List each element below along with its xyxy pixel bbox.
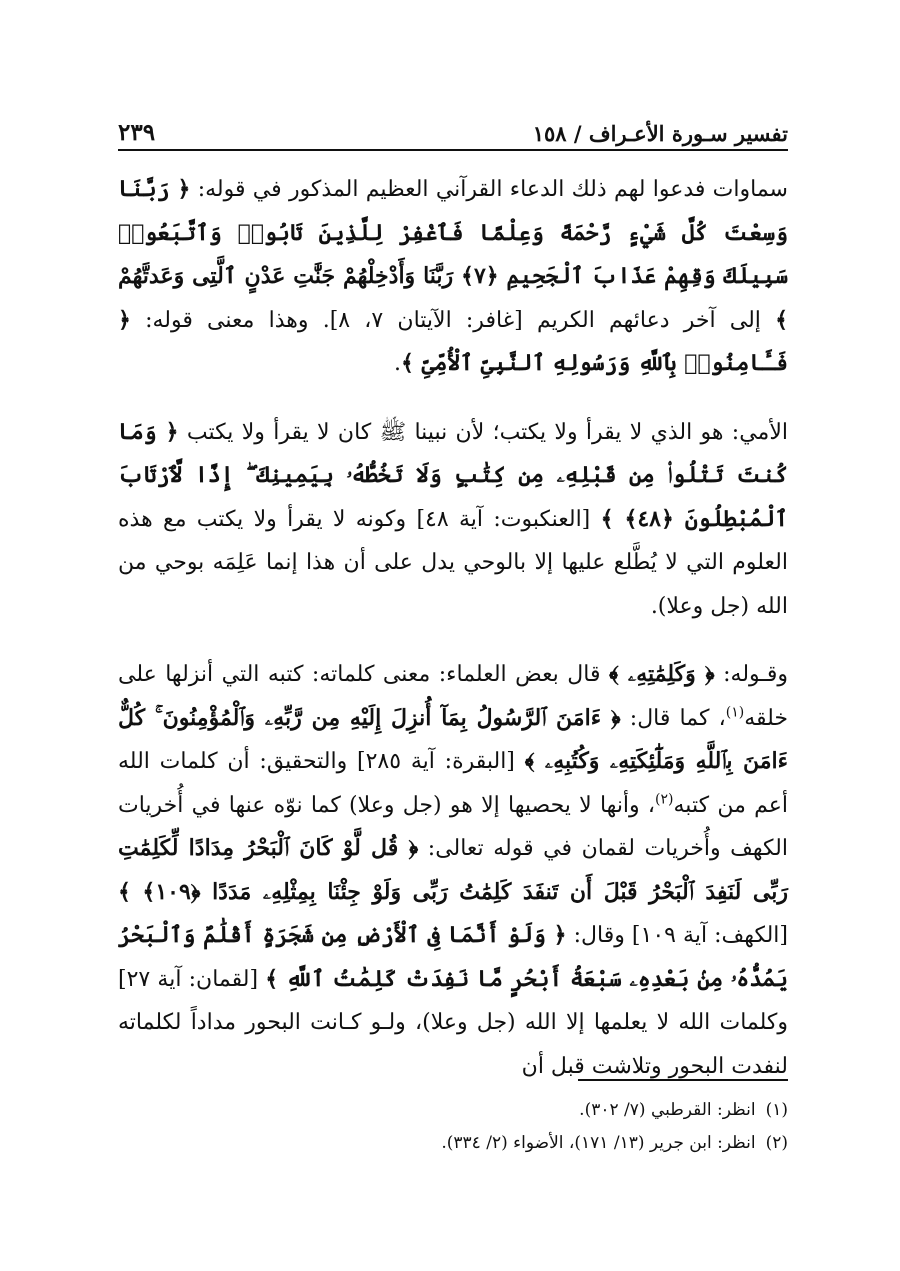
quran-verse: ﴿ فَـَٔامِنُوا۟ بِٱللَّهِ وَرَسُولِهِ ٱلنَّبِىِّ ٱلْأُمِّىِّ ﴾	[118, 306, 788, 376]
footnote-divider	[578, 1079, 788, 1081]
quran-verse: ﴿ قُل لَّوْ كَانَ ٱلْبَحْرُ مِدَادًا لِّكَلِمَٰتِ رَبِّى لَنَفِدَ ٱلْبَحْرُ قَبْلَ أَن تَنفَدَ كَلِمَٰتُ رَبِّى وَلَوْ جِئْنَا بِمِثْلِهِۦ مَدَدًا ﴿١٠٩﴾ ﴾	[118, 835, 788, 905]
quran-verse: ﴿ ءَامَنَ ٱلرَّسُولُ بِمَآ أُنزِلَ إِلَيْهِ مِن رَّبِّهِۦ وَٱلْمُؤْمِنُونَ ۚ كُلٌّ ءَامَنَ بِٱللَّهِ وَمَلَٰٓئِكَتِهِۦ وَكُتُبِهِۦ ﴾	[118, 704, 788, 774]
footnote	[118, 1094, 788, 1127]
text-run: الأمي: هو الذي لا يقرأ ولا يكتب؛ لأن نبينا ﷺ كان لا يقرأ ولا يكتب	[178, 419, 788, 445]
footnote-text: انظر: القرطبي (٧/ ٣٠٢).	[579, 1100, 756, 1120]
header-divider	[118, 149, 788, 151]
text-run: [العنكبوت: آية ٤٨] وكونه لا يقرأ ولا يكتب مع هذه العلوم التي لا يُطَّلع عليها إلا بالوحي يدل على أن هذا إنما عَلِمَه بوحي من الله (جل وعلا).	[118, 506, 788, 619]
page-number: ٢٣٩	[118, 119, 156, 146]
quran-verse: ﴿ وَكَلِمَٰتِهِۦ ﴾	[608, 661, 715, 687]
footnote-reference: (٢)	[655, 791, 674, 808]
body-text	[118, 168, 788, 1088]
quran-verse: ﴿ وَلَوْ أَنَّمَا فِى ٱلْأَرْضِ مِن شَجَرَةٍ أَقْلَٰمٌ وَٱلْبَحْرُ يَمُدُّهُۥ مِنۢ بَعْدِهِۦ سَبْعَةُ أَبْحُرٍ مَّا نَفِدَتْ كَلِمَٰتُ ٱللَّهِ ﴾	[118, 922, 788, 992]
footnotes	[118, 1094, 788, 1160]
text-run: [لقمان: آية ٢٧] وكلمات الله لا يعلمها إلا الله (جل وعلا)، ولـو كـانت البحور مداداً لكلماته لنفدت البحور وتلاشت قبل أن	[118, 966, 788, 1079]
book-page	[118, 0, 788, 1271]
text-run: .	[394, 351, 402, 376]
running-header	[118, 112, 788, 146]
text-run: ، كما قال:	[620, 705, 726, 731]
text-run: [البقرة: آية ٢٨٥] والتحقيق: أن كلمات الله أعم من كتبه	[118, 749, 788, 818]
paragraph	[118, 653, 788, 1088]
footnote-text: انظر: ابن جرير (١٣/ ١٧١)، الأضواء (٢/ ٣٣٤).	[441, 1133, 756, 1153]
paragraph	[118, 411, 788, 629]
quran-verse: ﴿ وَمَا كُنتَ تَتْلُوا۟ مِن قَبْلِهِۦ مِن كِتَٰبٍ وَلَا تَخُطُّهُۥ بِيَمِينِكَ ۖ إِذًا لَّٱرْتَابَ ٱلْمُبْطِلُونَ ﴿٤٨﴾ ﴾	[118, 418, 788, 532]
footnote-number: (٢)	[765, 1133, 788, 1153]
text-run: وقـوله:	[714, 662, 788, 687]
footnote-number: (١)	[765, 1100, 788, 1120]
running-title: تفسير سـورة الأعـراف / ١٥٨	[532, 121, 788, 146]
paragraph	[118, 168, 788, 386]
text-run: سماوات فدعوا لهم ذلك الدعاء القرآني العظيم المذكور في قوله:	[190, 177, 788, 202]
text-run: إلى آخر دعائهم الكريم [غافر: الآيتان ٧، ٨]. وهذا معنى قوله:	[130, 307, 776, 333]
text-run: ، وأنها لا يحصيها إلا هو (جل وعلا) كما نوّه عنها في أُخريات الكهف وأُخريات لقمان في قوله تعالى:	[118, 792, 789, 861]
footnote	[118, 1127, 788, 1160]
text-run: [الكهف: آية ١٠٩] وقال:	[566, 923, 788, 948]
text-run: قال بعض العلماء: معنى كلماته: كتبه التي أنزلها على خلقه	[118, 662, 788, 731]
quran-verse: ﴿ رَبَّنَا وَسِعْتَ كُلَّ شَيْءٍ رَّحْمَةً وَعِلْمًا فَٱغْفِرْ لِلَّذِينَ تَابُوا۟ وَٱتَّبَعُوا۟ سَبِيلَكَ وَقِهِمْ عَذَابَ ٱلْجَحِيمِ ﴿٧﴾ رَبَّنَا وَأَدْخِلْهُمْ جَنَّٰتِ عَدْنٍ ٱلَّتِى وَعَدتَّهُمْ ﴾	[118, 176, 789, 333]
footnote-reference: (١)	[725, 704, 745, 721]
